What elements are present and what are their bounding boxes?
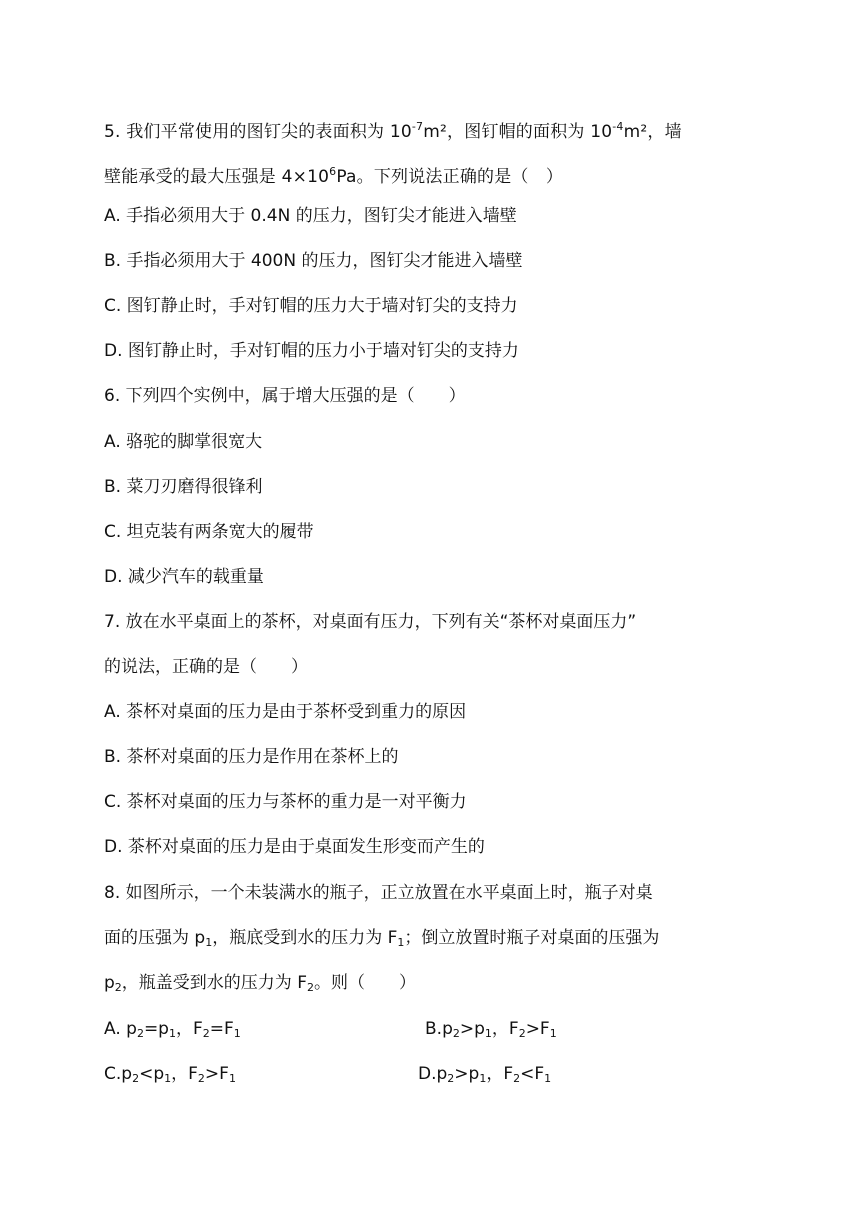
subscript: 1 bbox=[205, 936, 213, 949]
subscript: 2 bbox=[306, 981, 314, 994]
subscript: 2 bbox=[114, 981, 122, 994]
q6-stem: 6. 下列四个实例中，属于增大压强的是（ ） bbox=[104, 386, 466, 406]
q8-stem-line1: 8. 如图所示，一个未装满水的瓶子，正立放置在水平桌面上时，瓶子对桌 bbox=[104, 883, 653, 903]
q8-text: ；倒立放置时瓶子对桌面的压强为 bbox=[404, 928, 660, 948]
q7-option-b: B. 茶杯对桌面的压力是作用在茶杯上的 bbox=[104, 747, 399, 767]
q6-option-b: B. 菜刀刃磨得很锋利 bbox=[104, 477, 263, 497]
q5-option-a: A. 手指必须用大于 0.4N 的压力，图钉尖才能进入墙壁 bbox=[104, 206, 517, 226]
exponent: -4 bbox=[612, 120, 624, 133]
q5-text: 5. 我们平常使用的图钉尖的表面积为 10 bbox=[104, 122, 412, 142]
q6-option-c: C. 坦克装有两条宽大的履带 bbox=[104, 522, 314, 542]
exponent: -7 bbox=[411, 120, 424, 133]
q5-stem-line1 bbox=[104, 115, 682, 144]
q5-text: m²，图钉帽的面积为 10 bbox=[423, 122, 613, 142]
q5-text: m²，墙 bbox=[623, 122, 682, 142]
q5-text: 壁能承受的最大压强是 4×10 bbox=[104, 167, 330, 187]
q8-text: ，瓶底受到水的压力为 F bbox=[212, 928, 398, 948]
q8-option-a: A. $p_2=p_1$，$F_2=F_1$ bbox=[104, 1019, 241, 1040]
q6-option-a: A. 骆驼的脚掌很宽大 bbox=[104, 432, 263, 452]
q8-option-d: $D.p_2>p_1$，$F_2<F_1$ bbox=[418, 1064, 552, 1085]
q8-option-c: $C.p_2<p_1$，$F_2>F_1$ bbox=[104, 1064, 236, 1085]
q5-option-d: D. 图钉静止时，手对钉帽的压力小于墙对钉尖的支持力 bbox=[104, 341, 519, 361]
q7-stem-line1: 7. 放在水平桌面上的茶杯，对桌面有压力，下列有关“茶杯对桌面压力” bbox=[104, 612, 637, 632]
q5-text: Pa。下列说法正确的是（ ） bbox=[336, 167, 564, 187]
q8-option-b: $B.p_2>p_1$，$F_2>F_1$ bbox=[425, 1019, 557, 1040]
q7-option-a: A. 茶杯对桌面的压力是由于茶杯受到重力的原因 bbox=[104, 702, 467, 722]
q5-stem-line2 bbox=[104, 160, 563, 189]
q6-option-d: D. 减少汽车的载重量 bbox=[104, 567, 264, 587]
q8-text: ，瓶盖受到水的压力为 F bbox=[121, 973, 307, 993]
q5-option-b: B. 手指必须用大于 400N 的压力，图钉尖才能进入墙壁 bbox=[104, 251, 523, 271]
q7-stem-line2: 的说法，正确的是（ ） bbox=[104, 657, 308, 677]
exponent: 6 bbox=[329, 165, 337, 178]
q7-option-c: C. 茶杯对桌面的压力与茶杯的重力是一对平衡力 bbox=[104, 792, 467, 812]
q7-option-d: D. 茶杯对桌面的压力是由于桌面发生形变而产生的 bbox=[104, 837, 485, 857]
q8-text: 。则（ ） bbox=[313, 973, 416, 993]
subscript: 1 bbox=[397, 936, 405, 949]
q8-text: 面的压强为 p bbox=[104, 928, 206, 948]
q8-stem-line3 bbox=[104, 971, 416, 1000]
q8-text: p bbox=[104, 973, 115, 993]
q8-stem-line2 bbox=[104, 926, 659, 955]
q5-option-c: C. 图钉静止时，手对钉帽的压力大于墙对钉尖的支持力 bbox=[104, 296, 518, 316]
